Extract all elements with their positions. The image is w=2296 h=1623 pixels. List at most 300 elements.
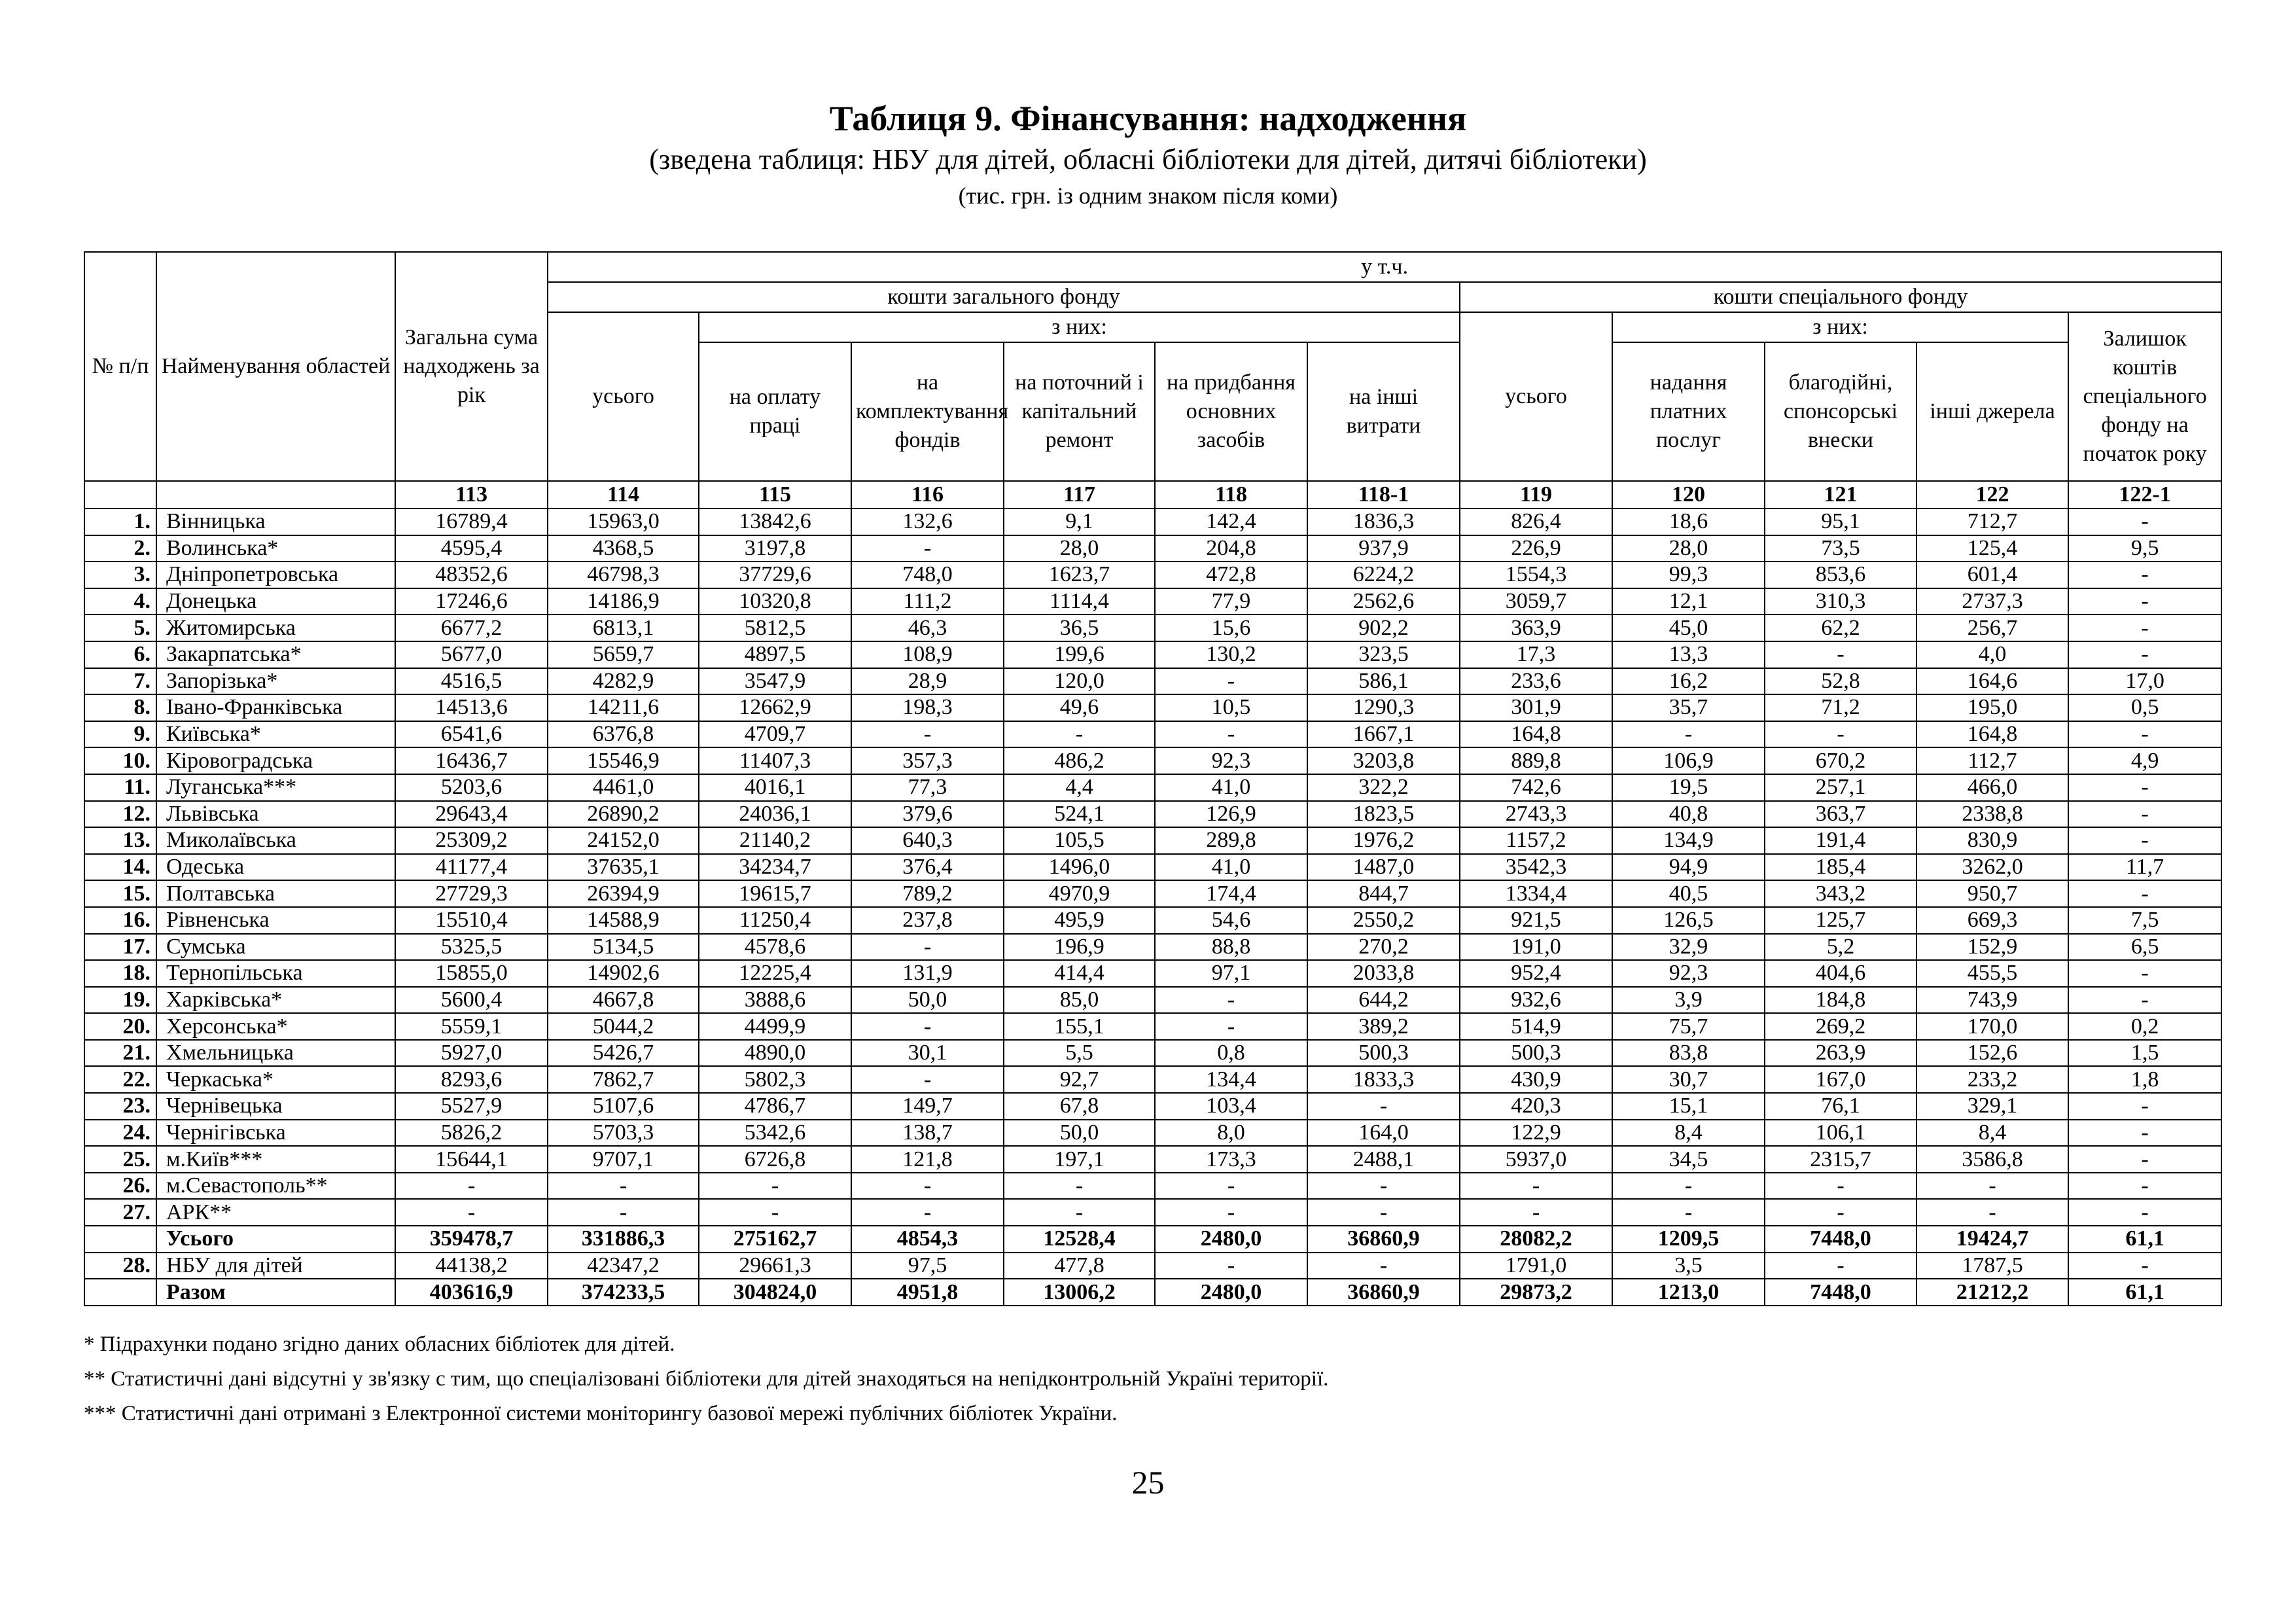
value-cell: 42347,2 [548, 1253, 699, 1279]
value-cell: - [1155, 1199, 1307, 1226]
value-cell: 601,4 [1916, 562, 2068, 588]
region-name: Тернопільська [156, 960, 395, 987]
value-cell: 196,9 [1004, 934, 1155, 961]
value-cell: 5,2 [1765, 934, 1916, 961]
header-special-balance: Залишок коштів спеціального фонду на початок року [2068, 312, 2221, 481]
value-cell: 322,2 [1307, 774, 1460, 801]
value-cell: 301,9 [1460, 694, 1612, 721]
value-cell: 8,0 [1155, 1120, 1307, 1147]
value-cell: 4667,8 [548, 987, 699, 1014]
value-cell: 8,4 [1612, 1120, 1765, 1147]
value-cell: 486,2 [1004, 747, 1155, 774]
value-cell: 376,4 [851, 854, 1004, 881]
value-cell: 1667,1 [1307, 721, 1460, 748]
units-note: (тис. грн. із одним знаком після коми) [958, 183, 1338, 209]
value-cell: 61,1 [2068, 1226, 2221, 1253]
value-cell: 5325,5 [395, 934, 548, 961]
region-name: Усього [156, 1226, 395, 1253]
value-cell: 46798,3 [548, 562, 699, 588]
value-cell: 13842,6 [699, 508, 851, 535]
value-cell: 97,1 [1155, 960, 1307, 987]
header-assets: на придбання основних засобів [1155, 342, 1307, 481]
value-cell: 185,4 [1765, 854, 1916, 881]
value-cell: 52,8 [1765, 668, 1916, 695]
value-cell: 644,2 [1307, 987, 1460, 1014]
value-cell: - [1307, 1199, 1460, 1226]
value-cell: - [1004, 1199, 1155, 1226]
region-name: Волинська* [156, 535, 395, 562]
column-code: 117 [1004, 481, 1155, 508]
value-cell: 640,3 [851, 827, 1004, 854]
value-cell: 41,0 [1155, 854, 1307, 881]
value-cell: - [2068, 801, 2221, 828]
header-general-total: усього [548, 312, 699, 481]
header-special-total: усього [1460, 312, 1612, 481]
value-cell: 14186,9 [548, 588, 699, 615]
header-general-of-which: з них: [699, 312, 1460, 342]
value-cell: 164,0 [1307, 1120, 1460, 1147]
value-cell: 94,9 [1612, 854, 1765, 881]
region-name: Полтавська [156, 880, 395, 907]
value-cell: 937,9 [1307, 535, 1460, 562]
table-row [84, 508, 2221, 535]
header-no: № п/п [84, 252, 156, 481]
value-cell: 289,8 [1155, 827, 1307, 854]
value-cell: 34,5 [1612, 1146, 1765, 1173]
value-cell: 3203,8 [1307, 747, 1460, 774]
value-cell: 36860,9 [1307, 1226, 1460, 1253]
value-cell: - [1916, 1199, 2068, 1226]
value-cell: 164,6 [1916, 668, 2068, 695]
value-cell: 3547,9 [699, 668, 851, 695]
value-cell: 472,8 [1155, 562, 1307, 588]
value-cell: 1,8 [2068, 1066, 2221, 1093]
value-cell: - [1612, 1173, 1765, 1200]
column-code: 116 [851, 481, 1004, 508]
row-number: 3. [84, 562, 156, 588]
value-cell: - [1155, 987, 1307, 1014]
value-cell: 743,9 [1916, 987, 2068, 1014]
value-cell: - [851, 721, 1004, 748]
value-cell: 495,9 [1004, 907, 1155, 934]
value-cell: - [1307, 1253, 1460, 1279]
value-cell: 237,8 [851, 907, 1004, 934]
value-cell: 5659,7 [548, 641, 699, 668]
value-cell: - [2068, 774, 2221, 801]
value-cell: 37729,6 [699, 562, 851, 588]
value-cell: 4897,5 [699, 641, 851, 668]
value-cell: 6224,2 [1307, 562, 1460, 588]
value-cell: 16789,4 [395, 508, 548, 535]
value-cell: 2480,0 [1155, 1279, 1307, 1306]
table-row [84, 694, 2221, 721]
row-number: 12. [84, 801, 156, 828]
column-code: 118 [1155, 481, 1307, 508]
value-cell: - [1916, 1173, 2068, 1200]
value-cell: 830,9 [1916, 827, 2068, 854]
value-cell: 2480,0 [1155, 1226, 1307, 1253]
value-cell: 152,6 [1916, 1040, 2068, 1067]
value-cell: 5134,5 [548, 934, 699, 961]
value-cell: 3,5 [1612, 1253, 1765, 1279]
column-code: 119 [1460, 481, 1612, 508]
row-number: 9. [84, 721, 156, 748]
table-row [84, 1013, 2221, 1040]
value-cell: 15510,4 [395, 907, 548, 934]
value-cell: 2488,1 [1307, 1146, 1460, 1173]
value-cell: - [1765, 721, 1916, 748]
value-cell: 1823,5 [1307, 801, 1460, 828]
page-title: Таблиця 9. Фінансування: надходження [829, 99, 1467, 138]
region-name: Львівська [156, 801, 395, 828]
row-number: 10. [84, 747, 156, 774]
table-row [84, 1066, 2221, 1093]
header-including: у т.ч. [548, 252, 2221, 282]
table-row [84, 747, 2221, 774]
value-cell: 88,8 [1155, 934, 1307, 961]
value-cell: 36860,9 [1307, 1279, 1460, 1306]
value-cell: - [699, 1199, 851, 1226]
value-cell: 7448,0 [1765, 1279, 1916, 1306]
value-cell: 6726,8 [699, 1146, 851, 1173]
region-name: АРК** [156, 1199, 395, 1226]
value-cell: - [2068, 960, 2221, 987]
value-cell: 304824,0 [699, 1279, 851, 1306]
value-cell: 77,3 [851, 774, 1004, 801]
value-cell: - [1460, 1173, 1612, 1200]
value-cell: 4,9 [2068, 747, 2221, 774]
value-cell: 46,3 [851, 615, 1004, 641]
value-cell: 14902,6 [548, 960, 699, 987]
value-cell: 357,3 [851, 747, 1004, 774]
value-cell: 108,9 [851, 641, 1004, 668]
value-cell: 3262,0 [1916, 854, 2068, 881]
value-cell: 269,2 [1765, 1013, 1916, 1040]
value-cell: 126,5 [1612, 907, 1765, 934]
table-row [84, 1093, 2221, 1120]
value-cell: 92,7 [1004, 1066, 1155, 1093]
table-row [84, 615, 2221, 641]
table-row [84, 960, 2221, 987]
value-cell: 4461,0 [548, 774, 699, 801]
value-cell: 1,5 [2068, 1040, 2221, 1067]
value-cell: 712,7 [1916, 508, 2068, 535]
row-number: 22. [84, 1066, 156, 1093]
value-cell: 14211,6 [548, 694, 699, 721]
value-cell: - [851, 1173, 1004, 1200]
value-cell: - [2068, 827, 2221, 854]
value-cell: 32,9 [1612, 934, 1765, 961]
value-cell: 5,5 [1004, 1040, 1155, 1067]
table-row [84, 774, 2221, 801]
value-cell: 30,7 [1612, 1066, 1765, 1093]
value-cell: 85,0 [1004, 987, 1155, 1014]
value-cell: 323,5 [1307, 641, 1460, 668]
value-cell: 359478,7 [395, 1226, 548, 1253]
page-number: 25 [1131, 1464, 1165, 1501]
value-cell: 10320,8 [699, 588, 851, 615]
value-cell: - [395, 1173, 548, 1200]
value-cell: 5203,6 [395, 774, 548, 801]
value-cell: - [2068, 562, 2221, 588]
value-cell: 4595,4 [395, 535, 548, 562]
value-cell: 204,8 [1155, 535, 1307, 562]
region-name: Донецька [156, 588, 395, 615]
value-cell: 106,1 [1765, 1120, 1916, 1147]
value-cell: 29643,4 [395, 801, 548, 828]
value-cell: 17,3 [1460, 641, 1612, 668]
row-number [84, 1226, 156, 1253]
value-cell: 9707,1 [548, 1146, 699, 1173]
header-paid-services: надання платних послуг [1612, 342, 1765, 481]
row-number: 2. [84, 535, 156, 562]
value-cell: 500,3 [1307, 1040, 1460, 1067]
value-cell: 164,8 [1460, 721, 1612, 748]
value-cell: 343,2 [1765, 880, 1916, 907]
region-name: Одеська [156, 854, 395, 881]
value-cell: 5677,0 [395, 641, 548, 668]
table-row [84, 1146, 2221, 1173]
region-name: Хмельницька [156, 1040, 395, 1067]
value-cell: 28082,2 [1460, 1226, 1612, 1253]
value-cell: 466,0 [1916, 774, 2068, 801]
table-row [84, 535, 2221, 562]
value-cell: - [2068, 1199, 2221, 1226]
header-total: Загальна сума надходжень за рік [395, 252, 548, 481]
value-cell: 9,1 [1004, 508, 1155, 535]
value-cell: 16,2 [1612, 668, 1765, 695]
value-cell: 256,7 [1916, 615, 2068, 641]
value-cell: 191,4 [1765, 827, 1916, 854]
value-cell: 62,2 [1765, 615, 1916, 641]
value-cell: - [1155, 1173, 1307, 1200]
value-cell: - [1612, 721, 1765, 748]
table-row [84, 1120, 2221, 1147]
value-cell: 826,4 [1460, 508, 1612, 535]
value-cell: 105,5 [1004, 827, 1155, 854]
value-cell: 4578,6 [699, 934, 851, 961]
value-cell: 16436,7 [395, 747, 548, 774]
region-name: Житомирська [156, 615, 395, 641]
value-cell: 500,3 [1460, 1040, 1612, 1067]
value-cell: 270,2 [1307, 934, 1460, 961]
row-number: 15. [84, 880, 156, 907]
row-number: 6. [84, 641, 156, 668]
value-cell: 5812,5 [699, 615, 851, 641]
value-cell: 6677,2 [395, 615, 548, 641]
value-cell: 586,1 [1307, 668, 1460, 695]
value-cell: 75,7 [1612, 1013, 1765, 1040]
column-code: 121 [1765, 481, 1916, 508]
value-cell: - [1155, 668, 1307, 695]
table-row [84, 641, 2221, 668]
value-cell: - [851, 535, 1004, 562]
value-cell: 44138,2 [395, 1253, 548, 1279]
value-cell: - [1004, 1173, 1155, 1200]
value-cell: 514,9 [1460, 1013, 1612, 1040]
value-cell: 17246,6 [395, 588, 548, 615]
value-cell: - [1155, 721, 1307, 748]
value-cell: 455,5 [1916, 960, 2068, 987]
value-cell: 15,1 [1612, 1093, 1765, 1120]
value-cell: 7448,0 [1765, 1226, 1916, 1253]
value-cell: - [851, 934, 1004, 961]
value-cell: 477,8 [1004, 1253, 1155, 1279]
value-cell: 1209,5 [1612, 1226, 1765, 1253]
value-cell: 2743,3 [1460, 801, 1612, 828]
value-cell: 24152,0 [548, 827, 699, 854]
value-cell: 6376,8 [548, 721, 699, 748]
value-cell: 0,8 [1155, 1040, 1307, 1067]
value-cell: - [2068, 1120, 2221, 1147]
value-cell: 4368,5 [548, 535, 699, 562]
region-name: Запорізька* [156, 668, 395, 695]
region-name: Разом [156, 1279, 395, 1306]
value-cell: 13,3 [1612, 641, 1765, 668]
value-cell: 112,7 [1916, 747, 2068, 774]
value-cell: 155,1 [1004, 1013, 1155, 1040]
value-cell: 95,1 [1765, 508, 1916, 535]
value-cell: 420,3 [1460, 1093, 1612, 1120]
value-cell: 4951,8 [851, 1279, 1004, 1306]
value-cell: 76,1 [1765, 1093, 1916, 1120]
value-cell: 125,7 [1765, 907, 1916, 934]
value-cell: 6,5 [2068, 934, 2221, 961]
value-cell: 403616,9 [395, 1279, 548, 1306]
value-cell: - [2068, 641, 2221, 668]
value-cell: 7,5 [2068, 907, 2221, 934]
table-row [84, 854, 2221, 881]
value-cell: - [1460, 1199, 1612, 1226]
code-cell-blank [84, 481, 156, 508]
row-number: 5. [84, 615, 156, 641]
row-number: 8. [84, 694, 156, 721]
value-cell: 29661,3 [699, 1253, 851, 1279]
header-special-of-which: з них: [1612, 312, 2068, 342]
value-cell: - [2068, 1173, 2221, 1200]
value-cell: 4890,0 [699, 1040, 851, 1067]
value-cell: - [1765, 1199, 1916, 1226]
value-cell: 1623,7 [1004, 562, 1155, 588]
financing-table [84, 251, 2222, 1306]
value-cell: 275162,7 [699, 1226, 851, 1253]
table-row [84, 721, 2221, 748]
region-name: Луганська*** [156, 774, 395, 801]
value-cell: 1213,0 [1612, 1279, 1765, 1306]
row-number [84, 1279, 156, 1306]
value-cell: - [395, 1199, 548, 1226]
header-special-fund: кошти спеціального фонду [1460, 282, 2221, 312]
row-number: 4. [84, 588, 156, 615]
value-cell: 748,0 [851, 562, 1004, 588]
header-name: Найменування областей [156, 252, 395, 481]
row-number: 20. [84, 1013, 156, 1040]
region-name: Київська* [156, 721, 395, 748]
value-cell: - [851, 1013, 1004, 1040]
column-code: 122-1 [2068, 481, 2221, 508]
value-cell: 331886,3 [548, 1226, 699, 1253]
value-cell: 14513,6 [395, 694, 548, 721]
value-cell: 2737,3 [1916, 588, 2068, 615]
row-number: 13. [84, 827, 156, 854]
value-cell: - [699, 1173, 851, 1200]
value-cell: - [2068, 880, 2221, 907]
value-cell: 19,5 [1612, 774, 1765, 801]
value-cell: 414,4 [1004, 960, 1155, 987]
value-cell: 18,6 [1612, 508, 1765, 535]
row-number: 17. [84, 934, 156, 961]
column-code: 120 [1612, 481, 1765, 508]
value-cell: 0,2 [2068, 1013, 2221, 1040]
value-cell: 61,1 [2068, 1279, 2221, 1306]
value-cell: 26394,9 [548, 880, 699, 907]
value-cell: 1833,3 [1307, 1066, 1460, 1093]
value-cell: 41,0 [1155, 774, 1307, 801]
value-cell: 97,5 [851, 1253, 1004, 1279]
value-cell: 152,9 [1916, 934, 2068, 961]
column-codes-row [84, 481, 2221, 508]
value-cell: 27729,3 [395, 880, 548, 907]
value-cell: 670,2 [1765, 747, 1916, 774]
region-name: Дніпропетровська [156, 562, 395, 588]
value-cell: 73,5 [1765, 535, 1916, 562]
value-cell: 138,7 [851, 1120, 1004, 1147]
value-cell: 4786,7 [699, 1093, 851, 1120]
value-cell: 13006,2 [1004, 1279, 1155, 1306]
value-cell: - [2068, 615, 2221, 641]
value-cell: 1554,3 [1460, 562, 1612, 588]
value-cell: - [2068, 721, 2221, 748]
value-cell: 4499,9 [699, 1013, 851, 1040]
value-cell: 198,3 [851, 694, 1004, 721]
value-cell: 19615,7 [699, 880, 851, 907]
region-name: Сумська [156, 934, 395, 961]
row-number: 24. [84, 1120, 156, 1147]
value-cell: 1487,0 [1307, 854, 1460, 881]
value-cell: 5426,7 [548, 1040, 699, 1067]
value-cell: 49,6 [1004, 694, 1155, 721]
column-code: 113 [395, 481, 548, 508]
region-name: Харківська* [156, 987, 395, 1014]
value-cell: 21212,2 [1916, 1279, 2068, 1306]
value-cell: 9,5 [2068, 535, 2221, 562]
value-cell: 5600,4 [395, 987, 548, 1014]
value-cell: 132,6 [851, 508, 1004, 535]
row-number: 19. [84, 987, 156, 1014]
value-cell: 2033,8 [1307, 960, 1460, 987]
value-cell: 11407,3 [699, 747, 851, 774]
value-cell: 0,5 [2068, 694, 2221, 721]
region-name: Чернігівська [156, 1120, 395, 1147]
value-cell: 233,6 [1460, 668, 1612, 695]
table-row [84, 801, 2221, 828]
value-cell: 932,6 [1460, 987, 1612, 1014]
value-cell: 363,7 [1765, 801, 1916, 828]
value-cell: 122,9 [1460, 1120, 1612, 1147]
value-cell: 34234,7 [699, 854, 851, 881]
value-cell: 149,7 [851, 1093, 1004, 1120]
table-row [84, 562, 2221, 588]
value-cell: 4282,9 [548, 668, 699, 695]
header-general-fund: кошти загального фонду [548, 282, 1460, 312]
footnote: * Підрахунки подано згідно даних обласних бібліотек для дітей. [84, 1332, 675, 1356]
value-cell: 12,1 [1612, 588, 1765, 615]
value-cell: - [1765, 1253, 1916, 1279]
region-name: Рівненська [156, 907, 395, 934]
value-cell: 950,7 [1916, 880, 2068, 907]
value-cell: 1290,3 [1307, 694, 1460, 721]
row-number: 18. [84, 960, 156, 987]
